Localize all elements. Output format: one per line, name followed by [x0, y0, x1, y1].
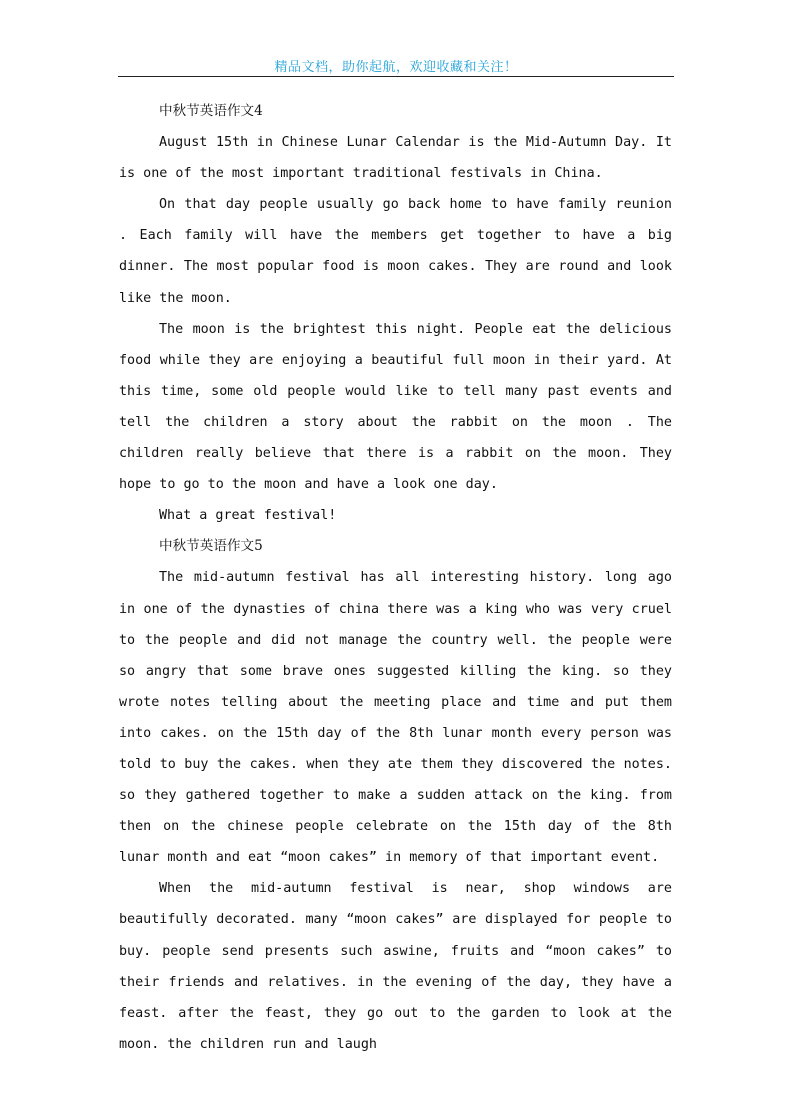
paragraph-2: On that day people usually go back home to have family reunion . Each family will have the members get together to have a big dinner. The most popular food is moon cakes. They are round and look like the moon.	[119, 197, 672, 306]
essay-heading-5: 中秋节英语作文5	[159, 538, 263, 555]
page-header: 精品文档，助你起航，欢迎收藏和关注！	[274, 60, 518, 75]
paragraph-5: The mid-autumn festival has all interesting history. long ago in one of the dynasties of china there was a king who was very cruel to the people and did not manage the country well. the people were so angry that some brave ones suggested killing the king. so they wrote notes telling about the meeting place and time and put them into cakes. on the 15th day of the 8th lunar month every person was told to buy the cakes. when they ate them they discovered the notes. so they gathered together to make a sudden attack on the king. from then on the chinese people celebrate on the 15th day of the 8th lunar month and eat “moon cakes” in memory of that important event.	[119, 570, 672, 866]
paragraph-6: When the mid-autumn festival is near, shop windows are beautifully decorated. many “moon cakes” are displayed for people to buy. people send presents such aswine, fruits and “moon cakes” to their friends and relatives. in the evening of the day, they have a feast. after the feast, they go out to the garden to look at the moon. the children run and laugh	[119, 881, 672, 1052]
paragraph-1: August 15th in Chinese Lunar Calendar is the Mid-Autumn Day. It is one of the most important traditional festivals in China.	[119, 135, 672, 182]
header-divider	[118, 76, 674, 77]
paragraph-3: The moon is the brightest this night. People eat the delicious food while they are enjoying a beautiful full moon in their yard. At this time, some old people would like to tell many past events and tell the children a story about the rabbit on the moon . The children really believe that there is a rabbit on the moon. They hope to go to the moon and have a look one day.	[119, 321, 672, 493]
essay-heading-4: 中秋节英语作文4	[159, 103, 263, 119]
document-body	[119, 96, 672, 1060]
paragraph-4: What a great festival!	[159, 508, 337, 524]
